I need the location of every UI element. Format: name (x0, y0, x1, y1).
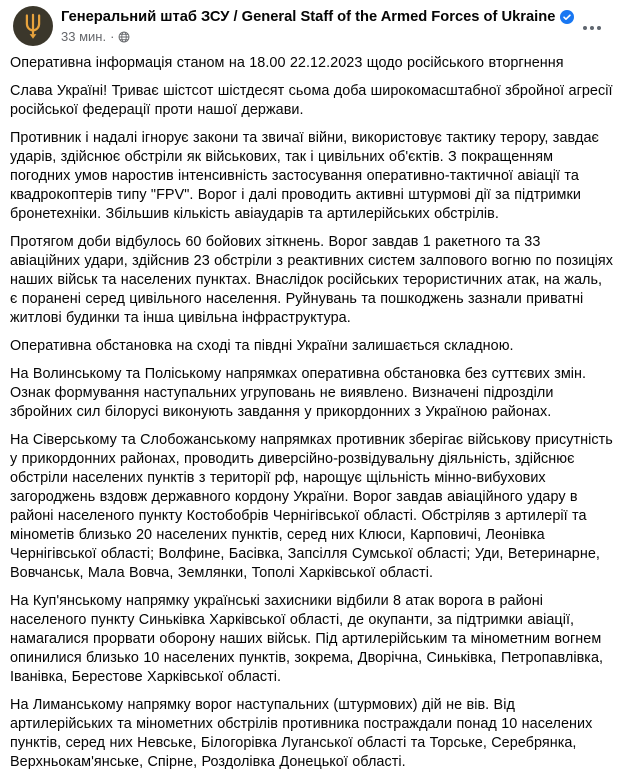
avatar[interactable] (13, 6, 53, 46)
dot-icon (583, 26, 587, 30)
page-name[interactable]: Генеральний штаб ЗСУ / General Staff of the Armed Forces of Ukraine (61, 9, 556, 25)
post-paragraph: На Лиманському напрямку ворог наступальних (штурмових) дій не вів. Від артилерійських та мінометних обстрілів противника постраждали понад 10 населених пунктів, серед них Невське, Білогорівка Луганської області та Торське, Серебрянка, Верхньокам'янське, Спірне, Роздолівка Донецької області. (10, 697, 593, 770)
post-body (0, 48, 623, 772)
meta-row (61, 28, 574, 45)
post-paragraph: Противник і надалі ігнорує закони та звичаї війни, використовує тактику терору, завдає ударів, здійснює обстріли як військових, так і цивільних об'єктів. З покращенням погодних умов наростив інтенсивність застосування оперативно-тактичної авіації та квадрокоптерів типу "FPV". Ворог і далі проводить активні штурмові дії за підтримки бронетехніки. Збільшив кількість авіаударів та артилерійських обстрілів. (10, 130, 599, 222)
ukraine-trident-icon (22, 13, 44, 40)
globe-icon (118, 31, 130, 43)
header-text (61, 6, 574, 45)
post-paragraph: На Куп'янському напрямку українські захисники відбили 8 атак ворога в районі населеного пункту Синьківка Харківської області, де окупанти, за підтримки авіації, намагалися прорвати оборону наших військ. Під артилерійським та мінометним вогнем опинилися близько 10 населених пунктів, зокрема, Дворічна, Синьківка, Петропавлівка, Іванівка, Берестове Харківської області. (10, 593, 604, 685)
post-paragraph: Оперативна обстановка на сході та півдні України залишається складною. (10, 338, 514, 354)
post-paragraph: Слава Україні! Триває шістсот шістдесят сьома доба широкомасштабної збройної агресії російської федерації проти нашої держави. (10, 83, 613, 118)
post-paragraph: На Волинському та Поліському напрямках оперативна обстановка без суттєвих змін. Ознак формування наступальних угруповань не виявлено. Визначені підрозділи збройних сил білорусі виконують завдання у прикордонних з Україною районах. (10, 366, 587, 420)
dot-icon (597, 26, 601, 30)
post-menu-button[interactable] (579, 20, 605, 36)
dot-icon (590, 26, 594, 30)
verified-badge-icon (560, 10, 574, 24)
post-paragraph: На Сіверському та Слобожанському напрямках противник зберігає військову присутність у прикордонних районах, проводить диверсійно-розвідувальну діяльність, здійснює обстріли населених пунктів з території рф, нарощує щільність мінно-вибухових загороджень вздовж державного кордону України. Ворог завдав авіаційного удару в районі населеного пункту Костобобрів Чернігівської області. Обстріляв з артилерії та мінометів близько 20 населених пунктів, серед них Клюси, Карповичі, Леонівка Чернігівської області; Волфине, Басівка, Запсілля Сумської області; Уди, Ветеринарне, Вовчанськ, Мала Вовча, Землянки, Тополі Харківської області. (10, 432, 613, 581)
name-row (61, 8, 574, 26)
meta-separator: · (110, 29, 115, 44)
post-paragraph: Протягом доби відбулось 60 бойових зіткнень. Ворог завдав 1 ракетного та 33 авіаційних удари, здійснив 23 обстріли з реактивних систем залпового вогню по позиціях наших військ та населених пунктах. Внаслідок російських терористичних атак, на жаль, є поранені серед цивільного населення. Руйнувань та пошкоджень зазнали приватні житлові будинки та інша цивільна інфраструктура. (10, 234, 613, 326)
timestamp[interactable]: 33 мин. (61, 29, 107, 44)
post-paragraph: Оперативна інформація станом на 18.00 22.12.2023 щодо російського вторгнення (10, 55, 564, 71)
post-header (0, 0, 623, 48)
